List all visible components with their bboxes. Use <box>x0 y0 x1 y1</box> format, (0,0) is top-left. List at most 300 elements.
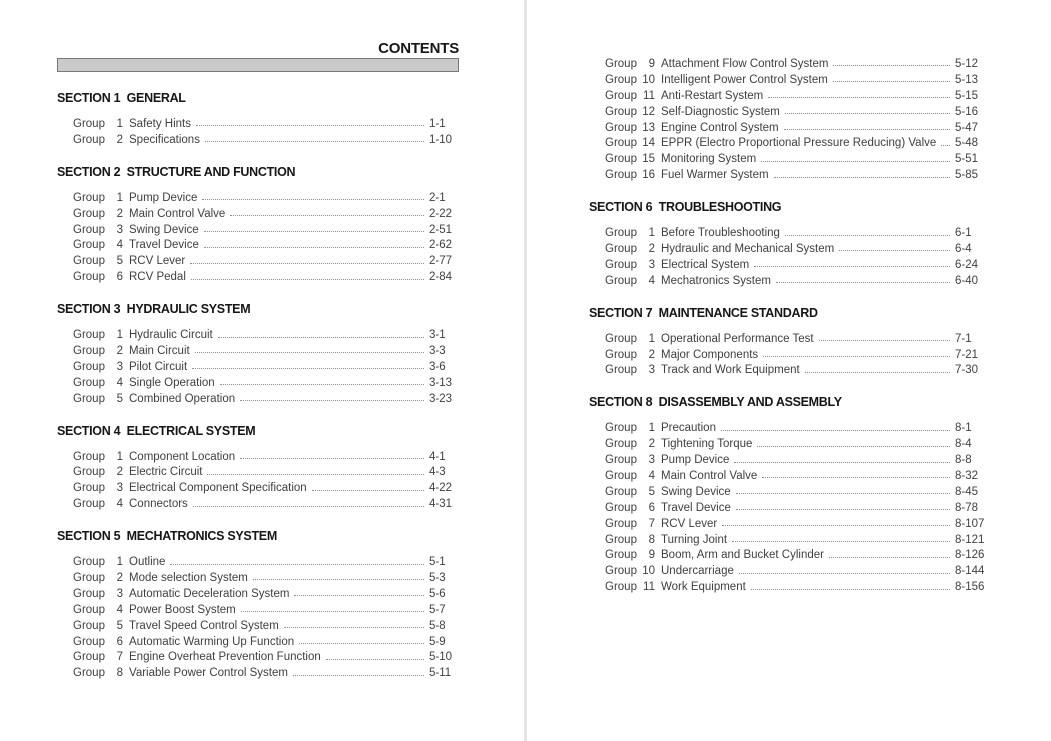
entry-title: RCV Lever <box>661 517 718 530</box>
group-label: Group <box>605 121 637 134</box>
group-label: Group <box>605 470 637 483</box>
entry-title: Electric Circuit <box>129 466 203 479</box>
group-label: Group <box>73 450 105 463</box>
entry-title: Pump Device <box>661 454 730 467</box>
group-number: 1 <box>648 227 655 240</box>
entry-title: Variable Power Control System <box>129 667 288 680</box>
entry-page: 4-1 <box>429 450 446 463</box>
toc-entry <box>605 501 985 517</box>
entry-page: 3-3 <box>429 345 446 358</box>
group-number: 4 <box>116 239 123 252</box>
entry-page: 1-1 <box>429 118 446 130</box>
group-label: Group <box>605 227 637 240</box>
group-label: Group <box>605 243 637 256</box>
entry-title: Turning Joint <box>661 533 728 546</box>
toc-entry <box>73 465 459 481</box>
entry-title: Monitoring System <box>661 153 757 166</box>
group-label: Group <box>73 651 105 664</box>
toc-entry <box>605 332 985 348</box>
group-label: Group <box>73 376 105 389</box>
dot-leader <box>941 145 950 146</box>
entry-title: Boom, Arm and Bucket Cylinder <box>661 549 824 562</box>
group-label: Group <box>605 332 637 345</box>
toc-entry <box>605 564 985 580</box>
entry-page: 5-9 <box>429 635 446 648</box>
section-entries <box>57 555 459 682</box>
group-number: 3 <box>116 482 123 495</box>
group-label: Group <box>73 255 105 268</box>
dot-leader <box>205 141 424 142</box>
entry-page: 6-40 <box>955 274 979 287</box>
entry-page: 6-4 <box>955 243 972 256</box>
dot-leader <box>196 125 424 126</box>
group-label: Group <box>73 191 105 204</box>
group-label: Group <box>605 581 637 594</box>
entry-title: Combined Operation <box>129 392 236 405</box>
dot-leader <box>785 113 950 114</box>
entry-page: 5-13 <box>955 73 979 86</box>
entry-page: 5-16 <box>955 105 979 118</box>
group-label: Group <box>605 454 637 467</box>
dot-leader <box>170 564 424 565</box>
entry-page: 5-15 <box>955 89 979 102</box>
entry-title: Anti-Restart System <box>661 89 764 102</box>
toc-entry <box>73 571 459 587</box>
toc-section <box>589 200 985 290</box>
toc-entry <box>605 453 985 469</box>
group-number: 4 <box>116 498 123 511</box>
entry-title: Power Boost System <box>129 603 236 616</box>
dot-leader <box>839 250 950 251</box>
toc-entry <box>605 348 985 364</box>
group-number: 2 <box>116 466 123 479</box>
entry-title: Specifications <box>129 133 200 146</box>
toc-entry <box>605 517 985 533</box>
dot-leader <box>220 384 424 385</box>
entry-page: 5-51 <box>955 153 979 166</box>
entry-page: 2-51 <box>429 223 453 236</box>
entry-title: Tightening Torque <box>661 438 753 451</box>
group-label: Group <box>73 392 105 405</box>
group-number: 2 <box>648 438 655 451</box>
dot-leader <box>736 509 950 510</box>
entry-title: Electrical System <box>661 258 750 271</box>
toc-section <box>57 91 459 149</box>
entry-page: 5-10 <box>429 651 453 664</box>
dot-leader <box>241 611 424 612</box>
group-label: Group <box>73 207 105 220</box>
entry-title: EPPR (Electro Proportional Pressure Reducing) Valve <box>661 137 937 150</box>
group-number: 3 <box>116 587 123 600</box>
group-number: 2 <box>116 572 123 585</box>
entry-page: 6-24 <box>955 258 979 271</box>
toc-entry <box>73 635 459 651</box>
group-number: 2 <box>648 243 655 256</box>
group-label: Group <box>605 274 637 287</box>
entry-page: 5-85 <box>955 169 979 182</box>
dot-leader <box>204 247 424 248</box>
group-label: Group <box>73 133 105 146</box>
dot-leader <box>195 352 424 353</box>
dot-leader <box>805 372 950 373</box>
section-heading: SECTION 7 MAINTENANCE STANDARD <box>589 305 818 320</box>
toc-entry <box>73 650 459 666</box>
group-label: Group <box>605 169 637 182</box>
entry-title: Mechatronics System <box>661 274 771 287</box>
entry-page: 7-30 <box>955 364 979 377</box>
entry-title: Undercarriage <box>661 565 734 578</box>
entry-title: Outline <box>129 556 166 569</box>
group-number: 16 <box>642 169 655 182</box>
group-number: 8 <box>116 667 123 680</box>
dot-leader <box>763 356 950 357</box>
toc-entry <box>605 580 985 596</box>
entry-page: 8-78 <box>955 501 979 514</box>
dot-leader <box>784 129 950 130</box>
dot-leader <box>774 177 950 178</box>
toc-entry <box>73 254 459 270</box>
toc-entry <box>605 168 985 184</box>
group-number: 1 <box>648 332 655 345</box>
entry-page: 5-11 <box>429 667 452 680</box>
dot-leader <box>721 430 950 431</box>
toc-entry <box>73 450 459 466</box>
group-label: Group <box>73 667 105 680</box>
entry-page: 8-8 <box>955 454 972 467</box>
group-number: 8 <box>648 533 655 546</box>
section-heading: SECTION 6 TROUBLESHOOTING <box>589 200 782 215</box>
dot-leader <box>312 490 424 491</box>
entry-page: 8-32 <box>955 470 979 483</box>
toc-entry <box>73 603 459 619</box>
dot-leader <box>193 506 424 507</box>
section-heading: SECTION 5 MECHATRONICS SYSTEM <box>57 529 277 544</box>
group-number: 4 <box>116 376 123 389</box>
entry-title: Hydraulic Circuit <box>129 329 213 342</box>
group-number: 9 <box>648 58 655 70</box>
group-number: 4 <box>116 603 123 616</box>
group-label: Group <box>73 360 105 373</box>
group-number: 2 <box>648 348 655 361</box>
group-label: Group <box>605 517 637 530</box>
dot-leader <box>293 675 424 676</box>
dot-leader <box>833 81 950 82</box>
dot-leader <box>736 493 950 494</box>
group-number: 5 <box>116 255 123 268</box>
entry-page: 3-1 <box>429 329 446 342</box>
entry-title: Safety Hints <box>129 118 191 130</box>
entry-title: Before Troubleshooting <box>661 227 780 240</box>
dot-leader <box>230 215 424 216</box>
section-heading: SECTION 1 GENERAL <box>57 91 186 105</box>
group-label: Group <box>605 549 637 562</box>
dot-leader <box>739 573 950 574</box>
toc-entry <box>73 376 459 392</box>
dot-leader <box>754 266 950 267</box>
dot-leader <box>294 595 424 596</box>
group-label: Group <box>605 105 637 118</box>
dot-leader <box>191 279 424 280</box>
group-number: 3 <box>116 223 123 236</box>
group-label: Group <box>605 364 637 377</box>
group-number: 3 <box>116 360 123 373</box>
dot-leader <box>204 231 424 232</box>
group-label: Group <box>73 239 105 252</box>
entry-title: Engine Control System <box>661 121 779 134</box>
toc-entry <box>73 555 459 571</box>
toc-entry <box>605 89 985 105</box>
dot-leader <box>192 368 424 369</box>
group-number: 10 <box>642 565 655 578</box>
toc-entry <box>605 533 985 549</box>
entry-title: Travel Device <box>129 239 199 252</box>
dot-leader <box>761 161 950 162</box>
entry-page: 5-8 <box>429 619 446 632</box>
group-number: 11 <box>643 581 655 594</box>
group-label: Group <box>605 153 637 166</box>
dot-leader <box>734 462 950 463</box>
toc-entry <box>73 587 459 603</box>
entry-title: Single Operation <box>129 376 215 389</box>
toc-section <box>57 165 459 286</box>
entry-title: Swing Device <box>129 223 199 236</box>
entry-page: 3-13 <box>429 376 453 389</box>
group-label: Group <box>73 118 105 130</box>
dot-leader <box>776 282 950 283</box>
toc-section <box>57 424 459 514</box>
contents-header <box>57 40 459 72</box>
dot-leader <box>253 579 424 580</box>
toc-entry <box>73 392 459 408</box>
group-number: 1 <box>116 191 123 204</box>
group-label: Group <box>605 58 637 70</box>
group-number: 1 <box>116 556 123 569</box>
page-right <box>527 0 1051 741</box>
entry-title: Pilot Circuit <box>129 360 188 373</box>
entry-page: 8-144 <box>955 565 985 578</box>
dot-leader <box>819 340 950 341</box>
entry-title: Mode selection System <box>129 572 248 585</box>
group-number: 14 <box>642 137 655 150</box>
group-label: Group <box>73 345 105 358</box>
toc-entry <box>73 328 459 344</box>
dot-leader <box>326 659 424 660</box>
toc-entry <box>605 548 985 564</box>
entry-page: 8-4 <box>955 438 972 451</box>
toc-section <box>589 395 985 596</box>
section-entries <box>57 328 459 407</box>
group-label: Group <box>73 635 105 648</box>
toc-section <box>589 306 985 380</box>
entry-title: Automatic Warming Up Function <box>129 635 295 648</box>
section-entries <box>589 332 985 380</box>
group-number: 2 <box>116 207 123 220</box>
entry-page: 5-47 <box>955 121 979 134</box>
group-label: Group <box>73 603 105 616</box>
entry-title: Attachment Flow Control System <box>661 58 829 70</box>
toc-section <box>589 57 985 184</box>
toc-entry <box>73 344 459 360</box>
entry-title: Precaution <box>661 422 716 435</box>
entry-page: 2-62 <box>429 239 453 252</box>
entry-page: 8-126 <box>955 549 985 562</box>
group-number: 1 <box>116 450 123 463</box>
entry-page: 6-1 <box>955 227 972 240</box>
dot-leader <box>785 235 950 236</box>
entry-page: 8-121 <box>955 533 985 546</box>
group-label: Group <box>73 556 105 569</box>
entry-page: 8-156 <box>955 581 985 594</box>
entry-title: Travel Device <box>661 501 731 514</box>
toc-section <box>57 529 459 682</box>
section-entries <box>589 421 985 596</box>
group-number: 7 <box>648 517 655 530</box>
group-number: 1 <box>116 118 123 130</box>
toc-entry <box>73 191 459 207</box>
toc-entry <box>73 481 459 497</box>
group-number: 1 <box>116 329 123 342</box>
dot-leader <box>751 589 950 590</box>
toc-entry <box>605 437 985 453</box>
dot-leader <box>207 474 424 475</box>
entry-title: Self-Diagnostic System <box>661 105 780 118</box>
group-number: 5 <box>116 392 123 405</box>
entry-page: 3-6 <box>429 360 446 373</box>
dot-leader <box>284 627 424 628</box>
group-number: 10 <box>642 73 655 86</box>
group-number: 13 <box>642 121 655 134</box>
group-label: Group <box>605 565 637 578</box>
entry-page: 3-23 <box>429 392 453 405</box>
dot-leader <box>829 557 950 558</box>
group-number: 4 <box>648 470 655 483</box>
entry-title: Fuel Warmer System <box>661 169 769 182</box>
entry-title: Hydraulic and Mechanical System <box>661 243 835 256</box>
group-label: Group <box>605 89 637 102</box>
toc-entry <box>605 258 985 274</box>
entry-page: 7-21 <box>955 348 979 361</box>
group-label: Group <box>73 572 105 585</box>
entry-page: 5-3 <box>429 572 446 585</box>
group-label: Group <box>605 258 637 271</box>
header-bar <box>57 58 459 72</box>
entry-title: Operational Performance Test <box>661 332 814 345</box>
group-number: 6 <box>116 271 123 284</box>
entry-page: 5-12 <box>955 58 979 70</box>
group-label: Group <box>605 73 637 86</box>
toc-section <box>57 302 459 407</box>
toc-entry <box>605 105 985 121</box>
entry-title: Main Control Valve <box>661 470 758 483</box>
group-label: Group <box>605 137 637 150</box>
entry-title: Engine Overheat Prevention Function <box>129 651 321 664</box>
group-number: 9 <box>648 549 655 562</box>
dot-leader <box>240 400 424 401</box>
group-number: 4 <box>648 274 655 287</box>
entry-page: 2-1 <box>429 191 446 204</box>
entry-page: 4-3 <box>429 466 446 479</box>
dot-leader <box>833 65 950 66</box>
group-number: 6 <box>116 635 123 648</box>
entry-page: 2-77 <box>429 255 453 268</box>
dot-leader <box>202 199 424 200</box>
group-label: Group <box>605 422 637 435</box>
group-number: 7 <box>116 651 123 664</box>
section-heading: SECTION 8 DISASSEMBLY AND ASSEMBLY <box>589 395 842 410</box>
toc-entry <box>73 497 459 513</box>
group-number: 3 <box>648 364 655 377</box>
dot-leader <box>240 458 424 459</box>
entry-title: Major Components <box>661 348 759 361</box>
entry-page: 7-1 <box>955 332 972 345</box>
group-label: Group <box>73 482 105 495</box>
toc-entry <box>73 223 459 239</box>
section-entries <box>589 226 985 290</box>
group-label: Group <box>73 619 105 632</box>
entry-page: 5-48 <box>955 137 979 150</box>
toc-entry <box>605 152 985 168</box>
group-number: 15 <box>642 153 655 166</box>
entry-title: Travel Speed Control System <box>129 619 279 632</box>
entry-page: 5-7 <box>429 603 446 616</box>
group-label: Group <box>605 533 637 546</box>
page-left <box>0 0 524 741</box>
entry-page: 8-45 <box>955 485 979 498</box>
dot-leader <box>762 477 950 478</box>
toc-entry <box>73 360 459 376</box>
toc-entry <box>605 121 985 137</box>
group-number: 1 <box>648 422 655 435</box>
group-label: Group <box>73 271 105 284</box>
entry-title: RCV Pedal <box>129 271 186 284</box>
entry-title: Work Equipment <box>661 581 746 594</box>
group-label: Group <box>605 485 637 498</box>
entry-page: 1-10 <box>429 133 453 146</box>
section-heading: SECTION 4 ELECTRICAL SYSTEM <box>57 423 256 438</box>
dot-leader <box>732 541 950 542</box>
group-number: 11 <box>643 89 655 102</box>
entry-title: Component Location <box>129 450 236 463</box>
dot-leader <box>299 643 424 644</box>
dot-leader <box>218 337 424 338</box>
toc-entry <box>73 619 459 635</box>
group-label: Group <box>73 329 105 342</box>
toc-entry <box>605 73 985 89</box>
entry-page: 4-31 <box>429 498 453 511</box>
group-label: Group <box>73 466 105 479</box>
toc-entry <box>605 57 985 73</box>
entry-page: 8-1 <box>955 422 972 435</box>
entry-title: Track and Work Equipment <box>661 364 800 377</box>
entry-title: RCV Lever <box>129 255 186 268</box>
toc-entry <box>605 226 985 242</box>
dot-leader <box>757 446 950 447</box>
group-number: 6 <box>648 501 655 514</box>
entry-page: 8-107 <box>955 517 985 530</box>
entry-title: Swing Device <box>661 485 731 498</box>
section-entries <box>589 57 985 184</box>
entry-title: Electrical Component Specification <box>129 482 307 495</box>
group-label: Group <box>73 223 105 236</box>
group-label: Group <box>73 498 105 511</box>
group-number: 2 <box>116 345 123 358</box>
group-number: 12 <box>642 105 655 118</box>
toc-entry <box>73 270 459 286</box>
entry-title: Main Circuit <box>129 345 190 358</box>
group-number: 3 <box>648 258 655 271</box>
entry-page: 5-1 <box>429 556 446 569</box>
section-entries <box>57 117 459 149</box>
